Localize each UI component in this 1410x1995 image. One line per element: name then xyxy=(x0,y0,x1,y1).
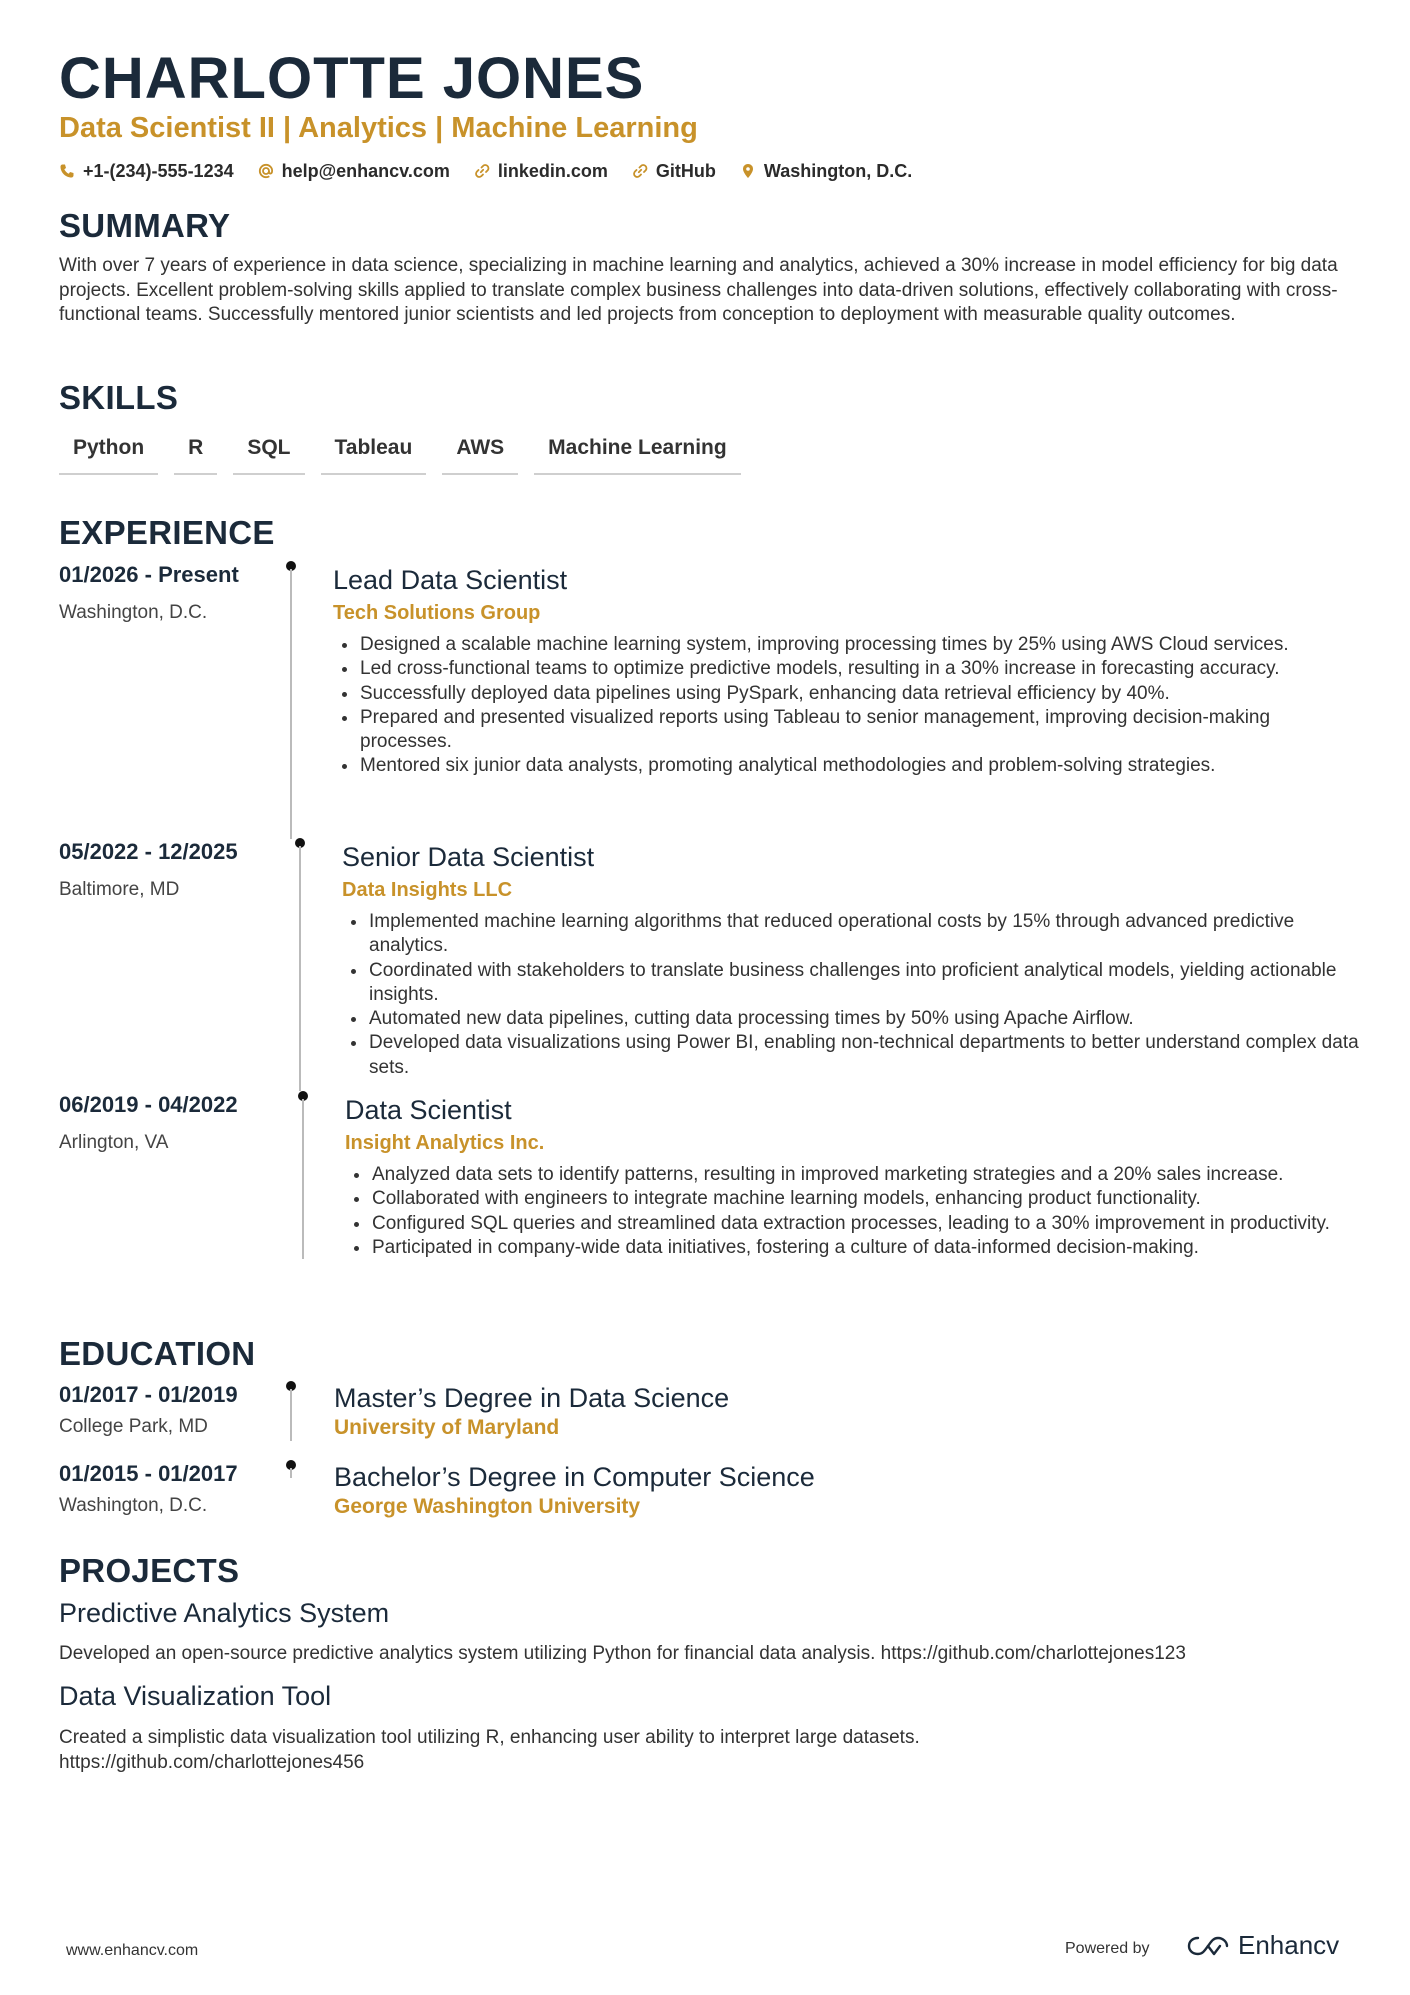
experience-company: Data Insights LLC xyxy=(342,879,513,901)
experience-body xyxy=(342,840,1362,1080)
education-location: College Park, MD xyxy=(59,1416,208,1437)
skill-tag: Machine Learning xyxy=(534,433,741,475)
skill-tag: Python xyxy=(59,433,158,475)
candidate-name: CHARLOTTE JONES xyxy=(59,46,645,111)
experience-company: Insight Analytics Inc. xyxy=(345,1132,545,1154)
project-description: Developed an open-source predictive analytics system utilizing Python for financial data analysis. https://github.com/charlottejones123 xyxy=(59,1643,1186,1664)
skills-heading: SKILLS xyxy=(59,379,179,416)
footer-powered-by: Powered by xyxy=(1065,1940,1150,1957)
experience-bullets xyxy=(333,633,1363,779)
contact-github[interactable] xyxy=(632,158,716,184)
location-pin-icon xyxy=(740,163,756,179)
bullet-item: Collaborated with engineers to integrate machine learning models, enhancing product functionality. xyxy=(345,1187,1355,1211)
link-icon xyxy=(632,163,648,179)
education-dates: 01/2017 - 01/2019 xyxy=(59,1382,238,1407)
bullet-item: Participated in company-wide data initiatives, fostering a culture of data-informed decision-making. xyxy=(345,1236,1355,1260)
education-location: Washington, D.C. xyxy=(59,1495,208,1516)
education-degree: Bachelor’s Degree in Computer Science xyxy=(334,1462,815,1492)
experience-location: Arlington, VA xyxy=(59,1132,169,1153)
education-body xyxy=(334,1381,729,1441)
education-body xyxy=(334,1460,815,1520)
timeline-line xyxy=(290,1389,292,1441)
bullet-item: Prepared and presented visualized reports using Tableau to senior management, improving decision-making processes. xyxy=(333,706,1363,755)
contact-email[interactable] xyxy=(258,158,450,184)
contact-location-text: Washington, D.C. xyxy=(763,161,913,181)
bullet-item: Automated new data pipelines, cutting data processing times by 50% using Apache Airflow. xyxy=(342,1007,1362,1031)
education-heading: EDUCATION xyxy=(59,1335,256,1372)
contact-linkedin[interactable] xyxy=(474,158,608,184)
experience-dates: 01/2026 - Present xyxy=(59,562,239,587)
contact-github-text: GitHub xyxy=(655,161,716,181)
experience-body xyxy=(333,563,1363,779)
enhancv-logo-text: Enhancv xyxy=(1238,1930,1340,1960)
bullet-item: Coordinated with stakeholders to translate business challenges into proficient analytical models, yielding actionable insights. xyxy=(342,959,1362,1008)
bullet-item: Led cross-functional teams to optimize predictive models, resulting in a 30% increase in forecasting accuracy. xyxy=(333,657,1363,681)
contact-bar xyxy=(59,158,912,184)
skill-tag: R xyxy=(174,433,217,475)
timeline-line xyxy=(302,1099,304,1259)
skill-tag: SQL xyxy=(233,433,304,475)
experience-role: Lead Data Scientist xyxy=(333,565,568,595)
enhancv-logo-icon xyxy=(1186,1934,1230,1958)
bullet-item: Configured SQL queries and streamlined data extraction processes, leading to a 30% improvement in productivity. xyxy=(345,1212,1355,1236)
project-title: Predictive Analytics System xyxy=(59,1598,390,1628)
education-dates: 01/2015 - 01/2017 xyxy=(59,1461,238,1486)
bullet-item: Implemented machine learning algorithms that reduced operational costs by 15% through advanced predictive analytics. xyxy=(342,910,1362,959)
projects-heading: PROJECTS xyxy=(59,1552,240,1589)
bullet-item: Mentored six junior data analysts, promoting analytical methodologies and problem-solving strategies. xyxy=(333,754,1363,778)
skills-list xyxy=(59,433,741,475)
skill-tag: AWS xyxy=(442,433,518,475)
bullet-item: Successfully deployed data pipelines using PySpark, enhancing data retrieval efficiency by 40%. xyxy=(333,682,1363,706)
contact-location xyxy=(740,158,912,184)
education-school: University of Maryland xyxy=(334,1416,560,1439)
bullet-item: Analyzed data sets to identify patterns, resulting in improved marketing strategies and a 20% sales increase. xyxy=(345,1163,1355,1187)
phone-icon xyxy=(59,163,75,179)
contact-phone[interactable] xyxy=(59,158,234,184)
experience-role: Senior Data Scientist xyxy=(342,842,595,872)
project-description: Created a simplistic data visualization tool utilizing R, enhancing user ability to interpret large datasets. https://github.com/charlottejones456 xyxy=(59,1727,920,1773)
timeline-line xyxy=(290,569,292,839)
link-icon xyxy=(474,163,490,179)
experience-company: Tech Solutions Group xyxy=(333,602,541,624)
contact-linkedin-text: linkedin.com xyxy=(497,161,608,181)
contact-email-text: help@enhancv.com xyxy=(281,161,450,181)
experience-dates: 06/2019 - 04/2022 xyxy=(59,1092,238,1117)
project-title: Data Visualization Tool xyxy=(59,1681,332,1711)
candidate-tagline: Data Scientist II | Analytics | Machine Learning xyxy=(59,112,698,144)
experience-location: Washington, D.C. xyxy=(59,602,208,623)
experience-bullets xyxy=(345,1163,1355,1260)
experience-role: Data Scientist xyxy=(345,1095,512,1125)
summary-text: With over 7 years of experience in data science, specializing in machine learning and analytics, achieved a 30% increase in model efficiency for big data projects. Excellent problem-solving skills applied to translate complex business challenges into data-driven solutions, effectively collaborating with cross-functional teams. Successfully mentored junior scientists and led projects from conception to deployment with measurable quality outcomes. xyxy=(59,255,1338,325)
footer-website-link[interactable]: www.enhancv.com xyxy=(66,1942,199,1959)
bullet-item: Designed a scalable machine learning system, improving processing times by 25% using AWS Cloud services. xyxy=(333,633,1363,657)
bullet-item: Developed data visualizations using Power BI, enabling non-technical departments to better understand complex data sets. xyxy=(342,1031,1362,1080)
education-school: George Washington University xyxy=(334,1495,641,1518)
at-icon xyxy=(258,163,274,179)
enhancv-logo[interactable] xyxy=(1186,1930,1339,1961)
skill-tag: Tableau xyxy=(321,433,427,475)
experience-bullets xyxy=(342,910,1362,1080)
education-degree: Master’s Degree in Data Science xyxy=(334,1383,730,1413)
experience-body xyxy=(345,1093,1355,1260)
experience-heading: EXPERIENCE xyxy=(59,514,275,551)
contact-phone-text: +1-(234)-555-1234 xyxy=(83,161,234,181)
timeline-line xyxy=(290,1468,292,1478)
experience-dates: 05/2022 - 12/2025 xyxy=(59,839,238,864)
experience-location: Baltimore, MD xyxy=(59,879,180,900)
timeline-line xyxy=(299,846,301,1091)
summary-heading: SUMMARY xyxy=(59,207,231,244)
